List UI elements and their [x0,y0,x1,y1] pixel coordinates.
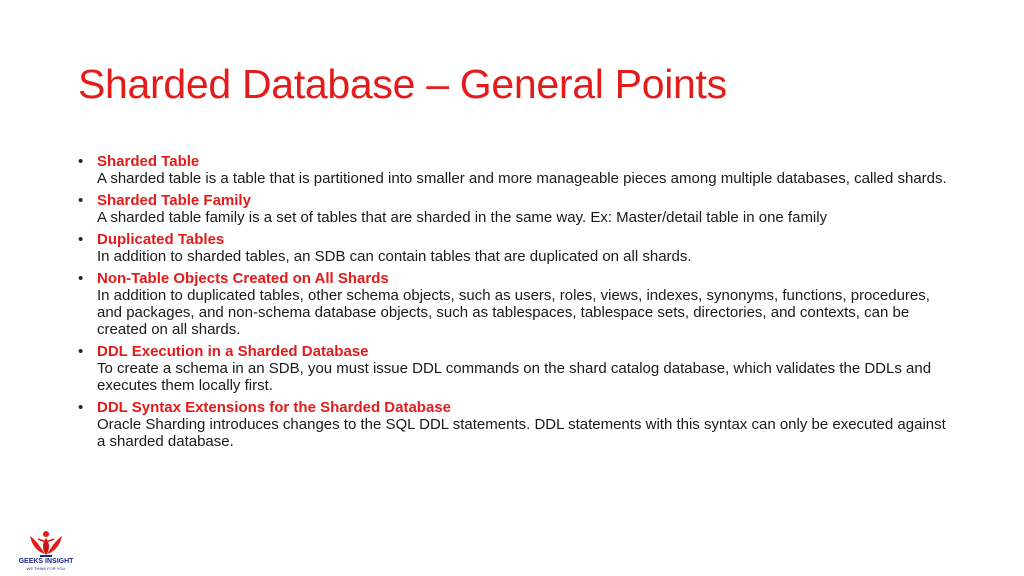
bullet-heading: Sharded Table [97,153,200,170]
slide-title: Sharded Database – General Points [78,61,727,107]
bullet-dot: • [78,399,84,416]
bullet-heading: Sharded Table Family [97,192,251,209]
bullet-item [78,399,953,450]
lotus-person-icon [28,530,64,558]
bullet-dot: • [78,270,84,287]
bullet-dot: • [78,192,84,209]
bullet-heading: Non-Table Objects Created on All Shards [97,270,389,287]
bullet-item [78,153,953,187]
bullet-item [78,192,953,226]
bullet-item [78,270,953,338]
bullet-body: In addition to sharded tables, an SDB can contain tables that are duplicated on all shards. [97,248,692,265]
bullet-dot: • [78,343,84,360]
bullet-list [78,153,953,455]
bullet-heading: DDL Syntax Extensions for the Sharded Database [97,399,451,416]
bullet-body: To create a schema in an SDB, you must issue DDL commands on the shard catalog database, which validates the DDLs and executes them locally first. [97,360,932,394]
bullet-item [78,343,953,394]
bullet-dot: • [78,153,84,170]
geeks-insight-logo [10,530,82,572]
bullet-heading: DDL Execution in a Sharded Database [97,343,369,360]
bullet-item [78,231,953,265]
bullet-body: Oracle Sharding introduces changes to the SQL DDL statements. DDL statements with this syntax can only be executed against a sharded database. [97,416,946,450]
bullet-body: In addition to duplicated tables, other schema objects, such as users, roles, views, indexes, synonyms, functions, procedures, and packages, and non-schema database objects, such as tablespaces, tablespace sets, directories, and contexts, can be created on all shards. [97,287,930,338]
logo-name: GEEKS INSIGHT [18,558,74,565]
bullet-body: A sharded table is a table that is partitioned into smaller and more manageable pieces among multiple databases, called shards. [97,170,947,187]
logo-tagline: WE THINK FOR YOU [26,566,66,571]
bullet-dot: • [78,231,84,248]
bullet-body: A sharded table family is a set of tables that are sharded in the same way. Ex: Master/detail table in one family [97,209,828,226]
bullet-heading: Duplicated Tables [97,231,225,248]
